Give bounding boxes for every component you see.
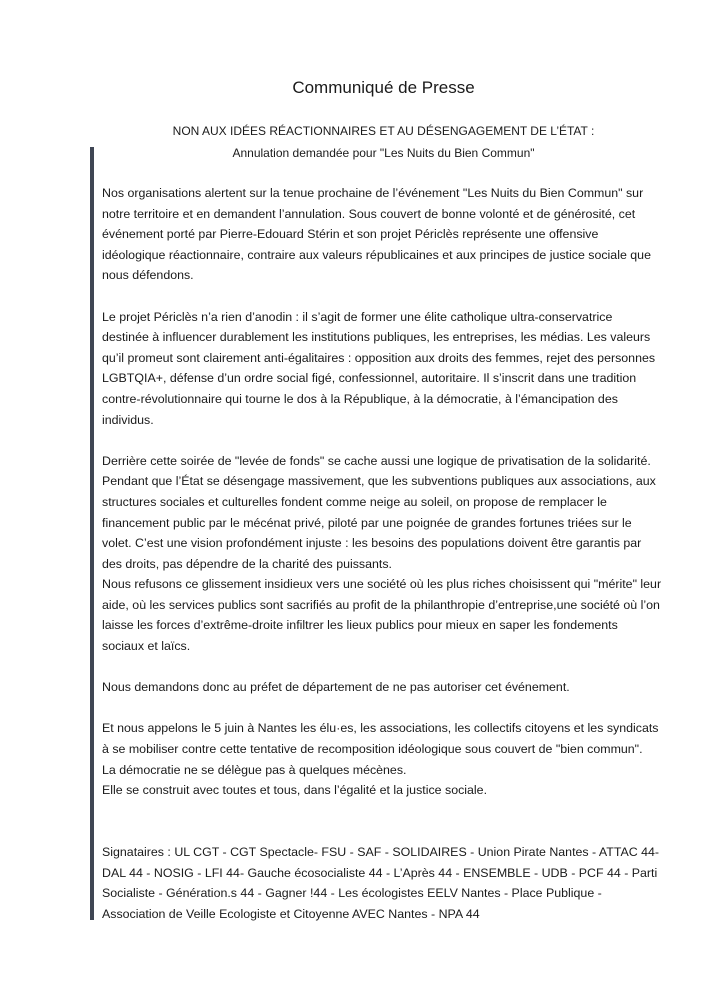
paragraph-call: Et nous appelons le 5 juin à Nantes les élu·es, les associations, les collectifs citoyens et les syndicats à se mobiliser contre cette tentative de recomposition idéologique sous couvert de "bien commun". [102,721,659,757]
document-title: Communiqué de Presse [292,78,475,97]
signatories: Signataires : UL CGT - CGT Spectacle- FSU - SAF - SOLIDAIRES - Union Pirate Nantes - ATTAC 44- DAL 44 - NOSIG - LFI 44- Gauche écosocialiste 44 - L’Après 44 - ENSEMBLE - UDB - PCF 44 - Parti Socialiste - Génération.s 44 - Gagner !44 - Les écologistes EELV Nantes - Place Publique - Association de Veille Ecologiste et Citoyenne AVEC Nantes - NPA 44 [102,845,660,921]
paragraph-democracy: La démocratie ne se délègue pas à quelques mécènes. [102,762,407,777]
paragraph-equality: Elle se construit avec toutes et tous, dans l’égalité et la justice sociale. [102,783,488,798]
paragraph-alert: Nos organisations alertent sur la tenue prochaine de l’événement "Les Nuits du Bien Commun" sur notre territoire et en demandent l’annulation. Sous couvert de bonne volonté et de générosité, cet événement porté par Pierre-Edouard Stérin et son projet Périclès représente une offensive idéologique réactionnaire, contraire aux valeurs républicaines et aux principes de justice sociale que nous défendons. [102,186,651,283]
paragraph-privatisation: Derrière cette soirée de "levée de fonds" se cache aussi une logique de privatisation de la solidarité. Pendant que l’État se désengage massivement, que les subventions publiques aux associations, aux structures sociales et culturelles fondent comme neige au soleil, on propose de remplacer le financement public par le mécénat privé, piloté par une poignée de grandes fortunes triées sur le volet. C’est une vision profondément injuste : les besoins des populations doivent être garantis par des droits, pas dépendre de la charité des puissants. [102,453,656,571]
document-subtitle-line-2: Annulation demandée pour "Les Nuits du Bien Commun" [232,146,535,160]
paragraph-refusal: Nous refusons ce glissement insidieux vers une société où les plus riches choisissent qui "mérite" leur aide, où les services publics sont sacrifiés au profit de la philanthropie d’entreprise,une société où l’on laisse les forces d’extrême-droite infiltrer les lieux publics pour mieux en saper les fondements sociaux et laïcs. [102,577,662,654]
left-accent-bar [90,147,94,920]
paragraph-demand: Nous demandons donc au préfet de département de ne pas autoriser cet événement. [102,680,570,695]
paragraph-pericles: Le projet Périclès n’a rien d’anodin : il s’agit de former une élite catholique ultra-conservatrice destinée à influencer durablement les institutions publiques, les entreprises, les médias. Les valeurs qu’il promeut sont clairement anti-égalitaires : opposition aux droits des femmes, rejet des personnes LGBTQIA+, défense d’un ordre social figé, confessionnel, autoritaire. Il s’inscrit dans une tradition contre-révolutionnaire qui tourne le dos à la République, à la démocratie, à l’émancipation des individus. [102,309,656,427]
document-body [102,183,662,924]
document-subtitle-line-1: NON AUX IDÉES RÉACTIONNAIRES ET AU DÉSENGAGEMENT DE L’ÉTAT : [172,124,595,138]
